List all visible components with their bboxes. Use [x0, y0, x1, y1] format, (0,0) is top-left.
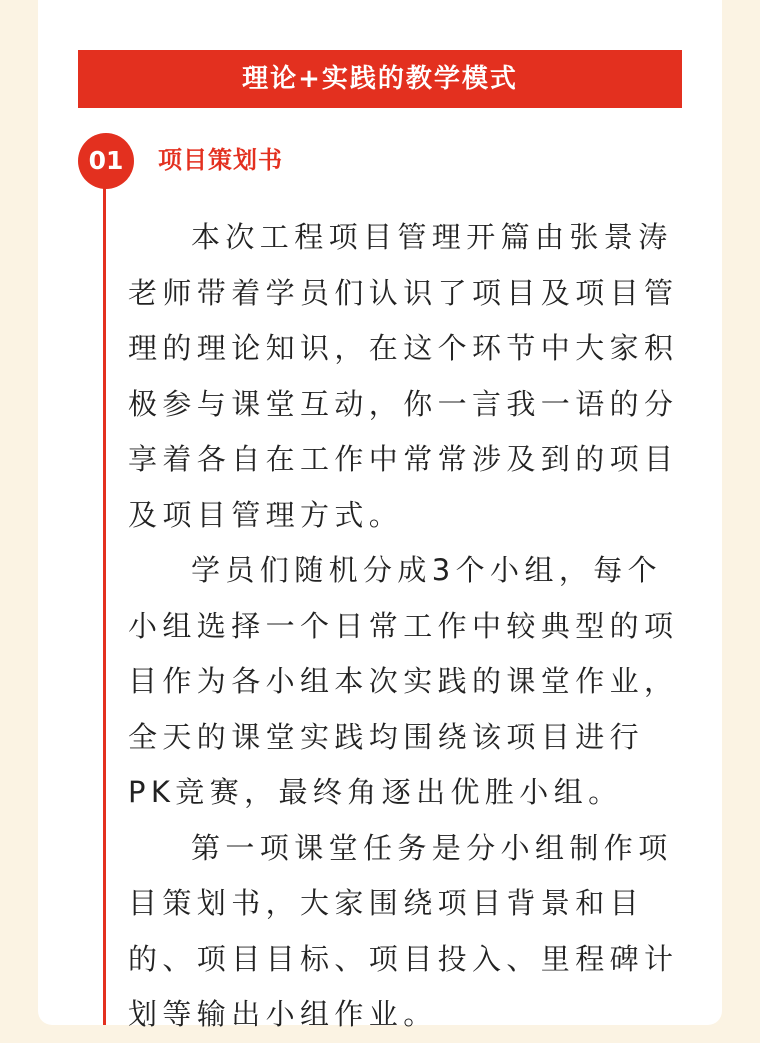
article-body	[128, 210, 688, 1043]
paragraph-3: 第一项课堂任务是分小组制作项目策划书，大家围绕项目背景和目的、项目目标、项目投入、里程碑计划等输出小组作业。	[128, 830, 679, 1031]
timeline-line	[103, 182, 106, 1025]
paragraph-2: 学员们随机分成3个小组，每个小组选择一个日常工作中较典型的项目作为各小组本次实践的课堂作业，全天的课堂实践均围绕该项目进行PK竞赛，最终角逐出优胜小组。	[128, 553, 679, 809]
paragraph-1: 本次工程项目管理开篇由张景涛老师带着学员们认识了项目及项目管理的理论知识，在这个环节中大家积极参与课堂互动，你一言我一语的分享着各自在工作中常常涉及到的项目及项目管理方式。	[128, 220, 679, 532]
section-banner: 理论+实践的教学模式	[78, 50, 682, 108]
section-number-badge: 01	[78, 133, 134, 189]
section-title: 项目策划书	[158, 146, 283, 174]
